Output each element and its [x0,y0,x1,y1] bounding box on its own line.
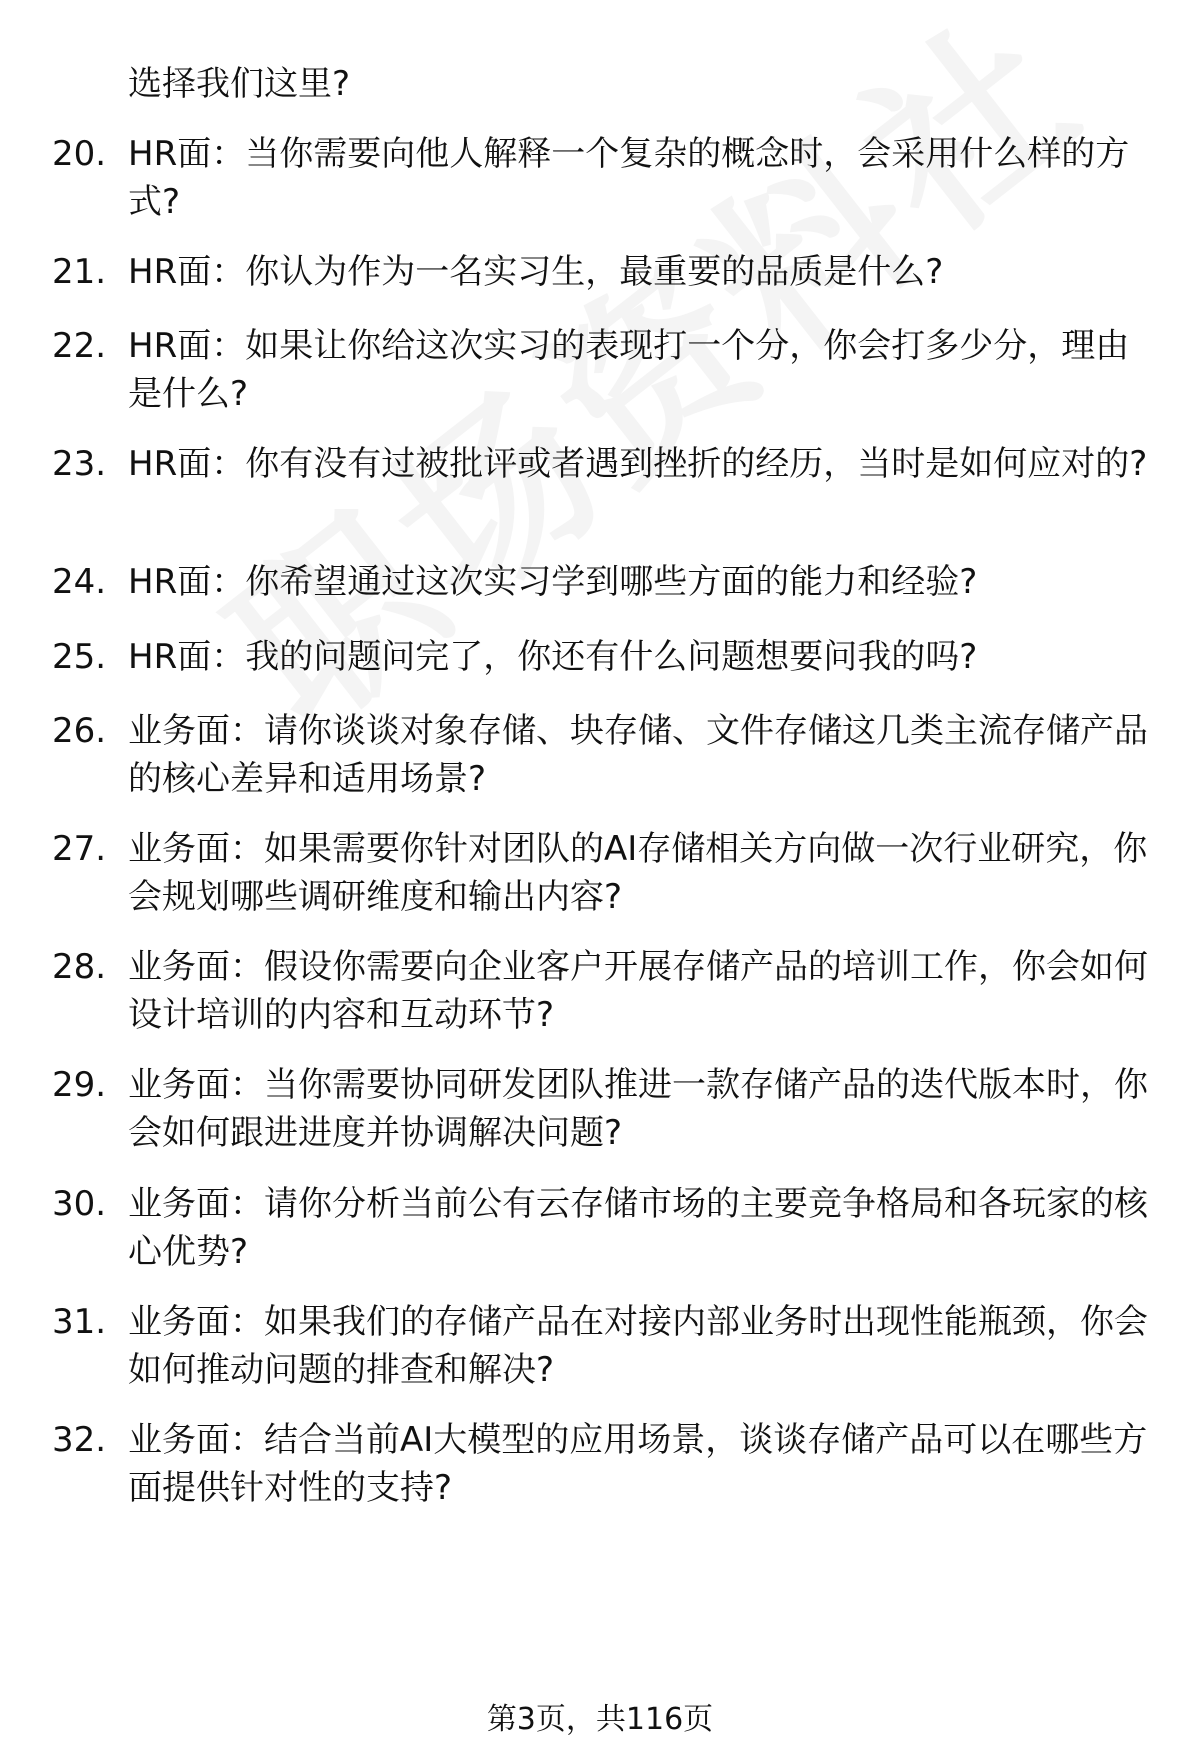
item-number: 23. [52,444,107,484]
item-number: 26. [52,711,107,751]
item-text: HR面：我的问题问完了，你还有什么问题想要问我的吗? [128,637,978,677]
item-number: 29. [52,1065,107,1105]
item-text: 业务面：结合当前AI大模型的应用场景，谈谈存储产品可以在哪些方面提供针对性的支持? [128,1420,1148,1508]
item-text: HR面：你希望通过这次实习学到哪些方面的能力和经验? [128,562,978,602]
item-number: 27. [52,829,107,869]
item-text: 业务面：如果我们的存储产品在对接内部业务时出现性能瓶颈，你会如何推动问题的排查和解决? [128,1302,1148,1390]
item-text: 业务面：假设你需要向企业客户开展存储产品的培训工作，你会如何设计培训的内容和互动环节? [128,947,1148,1035]
item-text: HR面：当你需要向他人解释一个复杂的概念时，会采用什么样的方式? [128,134,1130,222]
item-number: 20. [52,134,107,174]
continuation-line: 选择我们这里? [128,64,351,104]
item-text: 业务面：当你需要协同研发团队推进一款存储产品的迭代版本时，你会如何跟进进度并协调解决问题? [128,1065,1148,1153]
item-number: 28. [52,947,107,987]
item-text: HR面：如果让你给这次实习的表现打一个分，你会打多少分，理由是什么? [128,326,1130,414]
item-text: HR面：你有没有过被批评或者遇到挫折的经历，当时是如何应对的? [128,444,1148,484]
item-text: 业务面：请你分析当前公有云存储市场的主要竞争格局和各玩家的核心优势? [128,1184,1148,1272]
item-number: 32. [52,1420,107,1460]
item-number: 25. [52,637,107,677]
item-number: 22. [52,326,107,366]
item-text: 业务面：如果需要你针对团队的AI存储相关方向做一次行业研究，你会规划哪些调研维度和输出内容? [128,829,1148,917]
item-number: 30. [52,1184,107,1224]
item-number: 21. [52,252,107,292]
item-number: 31. [52,1302,107,1342]
item-text: 业务面：请你谈谈对象存储、块存储、文件存储这几类主流存储产品的核心差异和适用场景? [128,711,1148,799]
page-footer: 第3页，共116页 [486,1702,714,1737]
item-number: 24. [52,562,107,602]
item-text: HR面：你认为作为一名实习生，最重要的品质是什么? [128,252,944,292]
